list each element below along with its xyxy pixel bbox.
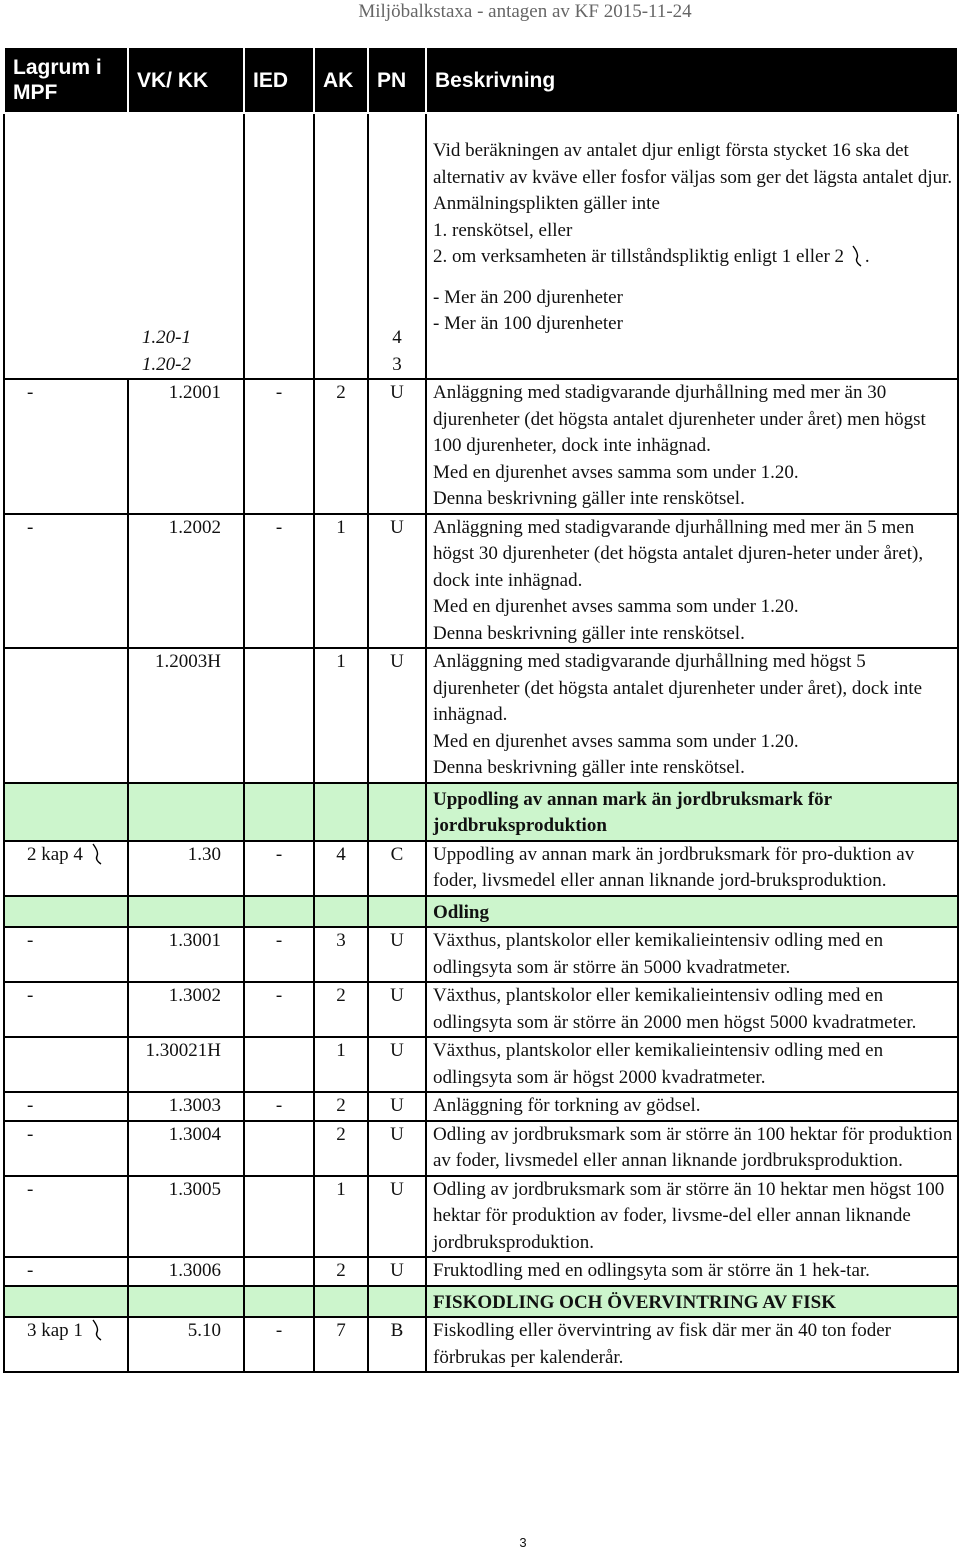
column-header-beskrivning: Beskrivning (426, 47, 958, 113)
description-line: Uppodling av annan mark än jordbruksmark för pro-duktion av foder, livsmedel eller annan liknande jord-bruksproduktion. (433, 843, 915, 891)
description-line: Växthus, plantskolor eller kemikalieintensiv odling med en odlingsyta som är större än 5000 kvadratmeter. (433, 930, 884, 978)
page-number: 3 (519, 1535, 527, 1550)
intro-text-2: Anmälningsplikten gäller inte (433, 193, 660, 214)
lagrum-text: - (27, 1123, 34, 1145)
pn-cell: U (368, 379, 426, 514)
intro-text-3: 1. renskötsel, eller (433, 219, 573, 241)
fee-table (3, 46, 959, 1373)
vk-cell: 1.2001 (128, 379, 244, 514)
description-line: Odling av jordbruksmark som är större än 100 hektar för produktion av foder, livsmedel eller annan liknande jordbruksproduktion. (433, 1123, 953, 1171)
pn-cell: C (368, 841, 426, 896)
lagrum-text: 2 kap 4 (27, 843, 83, 865)
sub-desc-2: - Mer än 100 djurenheter (433, 313, 623, 334)
table-row-intro: 1.20-1 1.20-2 4 3 Vid beräkningen av antalet djur enligt första stycket 16 ska det alternativ av kväve eller fosfor väljas som ger det lägsta antalet djur. Anmälningsplikten gäller inte 1. renskötsel, eller 2. om verksamheten är tillståndspliktig enligt 1 eller 2 . - Mer än 200 djurenheter - Mer än 100 djurenheter (4, 113, 958, 379)
description-line: Anläggning med stadigvarande djurhållning med mer än 5 men högst 30 djurenheter (det högsta antalet djuren-heter under året), dock inte inhägnad. (433, 516, 924, 591)
ak-cell: 2 (314, 1257, 368, 1286)
ak-cell: 1 (314, 1176, 368, 1258)
ied-cell: - (244, 1317, 314, 1372)
ied-cell (244, 648, 314, 783)
pn-cell: U (368, 1176, 426, 1258)
page-header-title: Miljöbalkstaxa - antagen av KF 2015-11-24 (358, 1, 692, 22)
lagrum-text: - (27, 1260, 34, 1281)
section-header-row (4, 783, 958, 841)
lagrum-text: - (27, 1095, 34, 1116)
table-row (4, 1037, 958, 1092)
lagrum-cell (4, 1037, 128, 1092)
table-row (4, 1317, 958, 1372)
lagrum-text: - (27, 1178, 34, 1200)
description-line: Denna beskrivning gäller inte renskötsel. (433, 488, 745, 509)
vk-cell: 1.3002 (128, 982, 244, 1037)
description-cell (426, 982, 958, 1037)
table-row (4, 514, 958, 649)
description-line: Fiskodling eller övervintring av fisk där mer än 40 ton foder förbrukas per kalenderår. (433, 1320, 892, 1368)
description-cell (426, 927, 958, 982)
ak-cell: 1 (314, 1037, 368, 1092)
table-row (4, 1092, 958, 1121)
vk-cell: 1.3003 (128, 1092, 244, 1121)
ak-cell: 4 (314, 841, 368, 896)
ied-cell: - (244, 514, 314, 649)
paragraph-sign-icon (849, 244, 865, 268)
ied-cell (244, 1121, 314, 1176)
ak-cell: 1 (314, 648, 368, 783)
ak-cell: 2 (314, 1092, 368, 1121)
vk-cell: 1.3005 (128, 1176, 244, 1258)
sub-code-1: 1.20-1 (141, 327, 191, 348)
ak-cell: 1 (314, 514, 368, 649)
lagrum-text: - (27, 930, 34, 951)
lagrum-text: - (27, 985, 34, 1006)
description-line: Denna beskrivning gäller inte renskötsel. (433, 757, 745, 778)
description-line: Med en djurenhet avses samma som under 1.20. (433, 596, 799, 617)
description-cell (426, 1037, 958, 1092)
ied-cell (244, 1257, 314, 1286)
pn-cell: U (368, 1037, 426, 1092)
description-line: Anläggning med stadigvarande djurhållning med högst 5 djurenheter (det högsta antalet djurenheter under året), dock inte inhägnad. (433, 651, 923, 725)
description-cell (426, 841, 958, 896)
description-line: Odling av jordbruksmark som är större än 10 hektar men högst 100 hektar för produktion av foder, livsme-del eller annan liknande jordbruksproduktion. (433, 1178, 945, 1253)
column-header-lagrum: Lagrum i MPF (4, 47, 128, 113)
column-header-vk-kk: VK/ KK (128, 47, 244, 113)
table-row (4, 648, 958, 783)
lagrum-cell (4, 1176, 128, 1258)
vk-cell: 1.3004 (128, 1121, 244, 1176)
description-line: Med en djurenhet avses samma som under 1.20. (433, 730, 799, 752)
lagrum-text: - (27, 382, 34, 403)
vk-cell: 1.3001 (128, 927, 244, 982)
lagrum-text: 3 kap 1 (27, 1320, 83, 1341)
table-row (4, 1121, 958, 1176)
lagrum-cell (4, 927, 128, 982)
table-header-row (4, 47, 958, 113)
vk-cell: 1.2003H (128, 648, 244, 783)
intro-text-4: 2. om verksamheten är tillståndspliktig enligt 1 eller 2 (433, 246, 845, 267)
sub-ak-1: 4 (392, 327, 402, 348)
table-row (4, 927, 958, 982)
description-cell (426, 1257, 958, 1286)
pn-cell: U (368, 1121, 426, 1176)
description-line: Växthus, plantskolor eller kemikalieintensiv odling med en odlingsyta som är högst 2000 kvadratmeter. (433, 1040, 884, 1088)
description-line: Anläggning med stadigvarande djurhållning med mer än 30 djurenheter (det högsta antalet djurenheter under året) men högst 100 djurenheter, dock inte inhägnad. (433, 382, 926, 456)
paragraph-sign-icon (89, 842, 105, 866)
description-line: Med en djurenhet avses samma som under 1.20. (433, 461, 799, 483)
vk-cell: 1.30021H (128, 1037, 244, 1092)
description-cell (426, 1317, 958, 1372)
ied-cell (244, 1037, 314, 1092)
vk-cell: 1.2002 (128, 514, 244, 649)
ied-cell: - (244, 1092, 314, 1121)
lagrum-text: - (27, 516, 34, 538)
vk-cell: 5.10 (128, 1317, 244, 1372)
lagrum-cell (4, 982, 128, 1037)
pn-cell: U (368, 1092, 426, 1121)
ied-cell: - (244, 927, 314, 982)
ak-cell: 2 (314, 1121, 368, 1176)
column-header-ak: AK (314, 47, 368, 113)
pn-cell: U (368, 1257, 426, 1286)
vk-cell: 1.3006 (128, 1257, 244, 1286)
description-cell (426, 1121, 958, 1176)
lagrum-cell (4, 648, 128, 783)
sub-desc-1: - Mer än 200 djurenheter (433, 286, 623, 308)
ied-cell: - (244, 982, 314, 1037)
lagrum-cell (4, 1317, 128, 1372)
description-line: Anläggning för torkning av gödsel. (433, 1095, 701, 1116)
ak-cell: 2 (314, 982, 368, 1037)
description-cell (426, 379, 958, 514)
section-header-row (4, 1286, 958, 1318)
ied-cell: - (244, 379, 314, 514)
vk-cell: 1.30 (128, 841, 244, 896)
description-line: Fruktodling med en odlingsyta som är större än 1 hek-tar. (433, 1260, 870, 1281)
paragraph-sign-icon (89, 1318, 105, 1342)
ak-cell: 7 (314, 1317, 368, 1372)
ak-cell: 3 (314, 927, 368, 982)
column-header-ied: IED (244, 47, 314, 113)
ied-cell (244, 1176, 314, 1258)
sub-ak-2: 3 (392, 353, 402, 375)
description-cell (426, 1176, 958, 1258)
pn-cell: U (368, 982, 426, 1037)
section-header-row (4, 896, 958, 928)
pn-cell: U (368, 648, 426, 783)
description-cell (426, 514, 958, 649)
section-title: FISKODLING OCH ÖVERVINTRING AV FISK (426, 1286, 958, 1318)
table-row (4, 1176, 958, 1258)
lagrum-cell (4, 841, 128, 896)
section-title: Odling (426, 896, 958, 928)
description-line: Växthus, plantskolor eller kemikalieintensiv odling med en odlingsyta som är större än 2000 men högst 5000 kvadratmeter. (433, 985, 917, 1033)
pn-cell: U (368, 927, 426, 982)
sub-code-2: 1.20-2 (141, 353, 191, 375)
ied-cell: - (244, 841, 314, 896)
lagrum-cell (4, 1121, 128, 1176)
ak-cell: 2 (314, 379, 368, 514)
lagrum-cell (4, 514, 128, 649)
description-line: Denna beskrivning gäller inte renskötsel. (433, 622, 745, 644)
section-title: Uppodling av annan mark än jordbruksmark för jordbruksproduktion (426, 783, 958, 841)
table-row (4, 982, 958, 1037)
intro-text-1: Vid beräkningen av antalet djur enligt första stycket 16 ska det alternativ av kväve eller fosfor väljas som ger det lägsta antalet djur. (433, 140, 953, 188)
table-row (4, 379, 958, 514)
description-cell (426, 648, 958, 783)
lagrum-cell (4, 379, 128, 514)
lagrum-cell (4, 1257, 128, 1286)
pn-cell: U (368, 514, 426, 649)
lagrum-cell (4, 1092, 128, 1121)
description-cell (426, 1092, 958, 1121)
column-header-pn: PN (368, 47, 426, 113)
pn-cell: B (368, 1317, 426, 1372)
table-row (4, 841, 958, 896)
table-row (4, 1257, 958, 1286)
